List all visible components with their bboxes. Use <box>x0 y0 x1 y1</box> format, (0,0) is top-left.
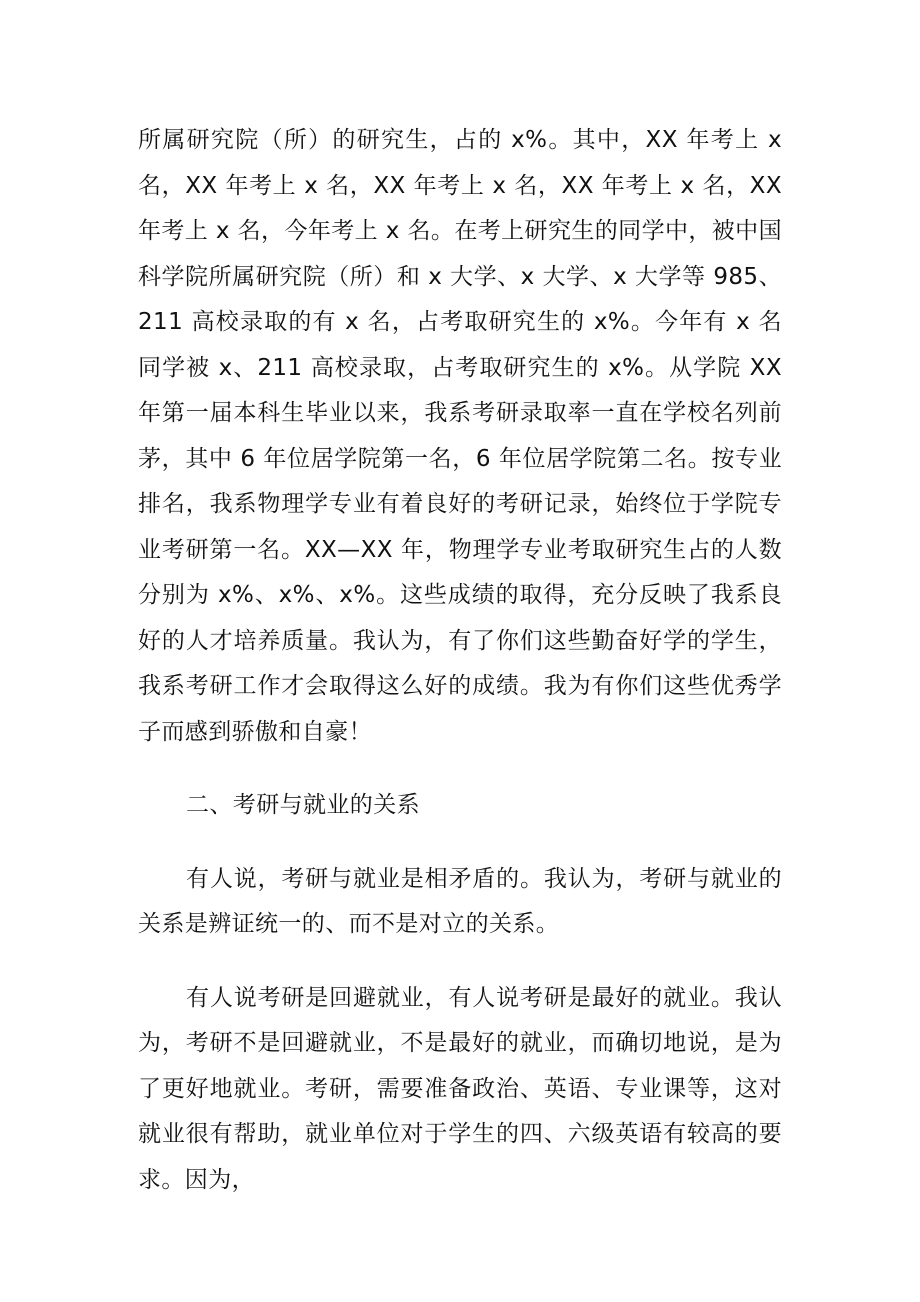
section-heading: 二、考研与就业的关系 <box>186 792 420 818</box>
document-page <box>138 118 782 1203</box>
paragraph-employment: 有人说考研是回避就业，有人说考研是最好的就业。我认为，考研不是回避就业，不是最好的就业，而确切地说，是为了更好地就业。考研，需要准备政治、英语、专业课等，这对就业很有帮助，就业单位对于学生的四、六级英语有较高的要求。因为， <box>138 984 782 1193</box>
paragraph-admissions-stats: 所属研究院（所）的研究生，占的 x%。其中，XX 年考上 x 名，XX 年考上 x 名，XX 年考上 x 名，XX 年考上 x 名，XX 年考上 x 名，今年考上 x 名。在考上研究生的同学中，被中国科学院所属研究院（所）和 x 大学、x 大学、x 大学等 985、211 高校录取的有 x 名，占考取研究生的 x%。今年有 x 名同学被 x、211 高校录取，占考取研究生的 x%。从学院 XX 年第一届本科生毕业以来，我系考研录取率一直在学校名列前茅，其中 6 年位居学院第一名，6 年位居学院第二名。按专业排名，我系物理学专业有着良好的考研记录，始终位于学院专业考研第一名。XX—XX 年，物理学专业考取研究生占的人数分别为 x%、x%、x%。这些成绩的取得，充分反映了我系良好的人才培养质量。我认为，有了你们这些勤奋好学的学生，我系考研工作才会取得这么好的成绩。我为有你们这些优秀学子而感到骄傲和自豪！ <box>138 127 782 745</box>
paragraph-relationship: 有人说，考研与就业是相矛盾的。我认为，考研与就业的关系是辨证统一的、而不是对立的关系。 <box>138 865 782 937</box>
